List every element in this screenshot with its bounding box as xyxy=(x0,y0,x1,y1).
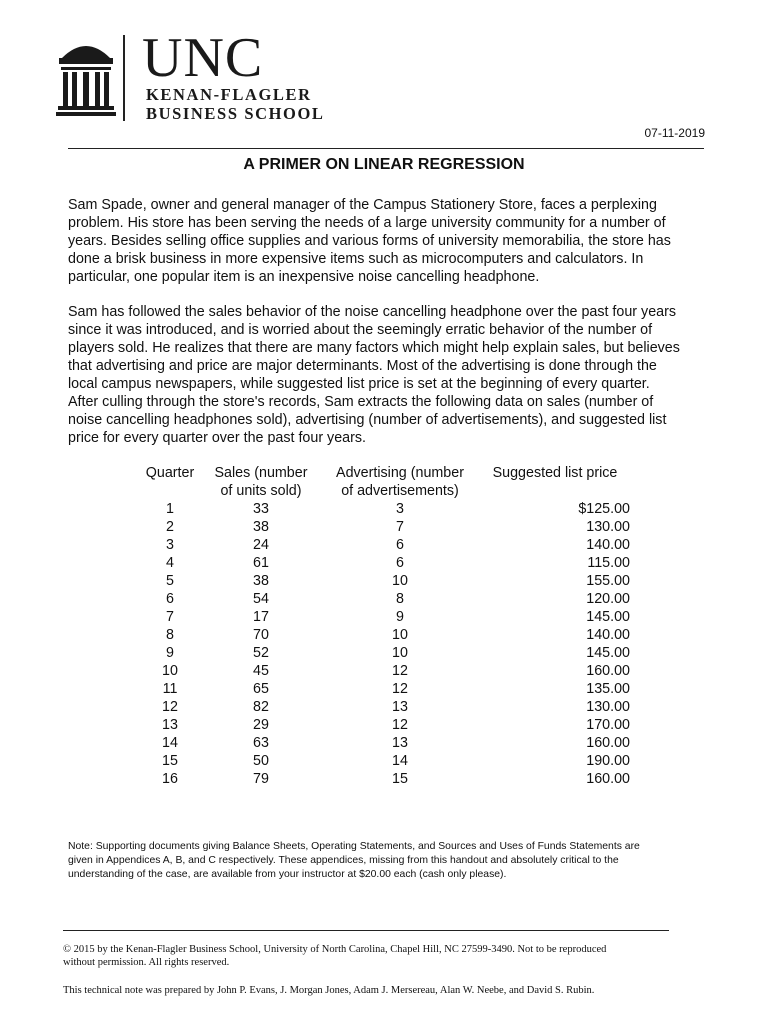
cell-sales: 33 xyxy=(253,501,269,517)
table-row xyxy=(138,662,630,680)
cell-price: 145.00 xyxy=(586,645,630,661)
cell-price: $125.00 xyxy=(578,501,630,517)
cell-advertising: 13 xyxy=(392,699,408,715)
cell-advertising: 10 xyxy=(392,645,408,661)
paragraph-line: noise cancelling headphones sold), advertising (number of advertisements), and suggested list xyxy=(68,412,667,428)
table-row xyxy=(138,608,630,626)
cell-advertising: 9 xyxy=(396,609,404,625)
cell-sales: 38 xyxy=(253,573,269,589)
paragraph-line: players sold. He realizes that there are many factors which might help explain sales, but believes xyxy=(68,340,680,356)
cell-advertising: 6 xyxy=(396,555,404,571)
column-header-quarter: Quarter xyxy=(145,465,195,481)
cell-price: 190.00 xyxy=(586,753,630,769)
cell-sales: 52 xyxy=(253,645,269,661)
column-header-sales: Sales (number of units sold) xyxy=(214,465,308,499)
cell-advertising: 6 xyxy=(396,537,404,553)
copyright-notice xyxy=(63,943,703,969)
paragraph-line: price for every quarter over the past four years. xyxy=(68,430,366,446)
cell-sales: 70 xyxy=(253,627,269,643)
cell-price: 130.00 xyxy=(586,519,630,535)
paragraph-line: After culling through the store's records, Sam extracts the following data on sales (number of xyxy=(68,394,654,410)
table-row xyxy=(138,734,630,752)
old-well-icon xyxy=(56,32,116,127)
paragraph-line: since it was introduced, and is worried about the seemingly erratic behavior of the number of xyxy=(68,322,653,338)
cell-price: 160.00 xyxy=(586,735,630,751)
table-row xyxy=(138,572,630,590)
cell-price: 115.00 xyxy=(587,555,630,571)
copyright-line: © 2015 by the Kenan-Flagler Business School, University of North Carolina, Chapel Hill, NC 27599-3490. Not to be reproduced xyxy=(63,944,607,955)
note-line: given in Appendices A, B, and C respectively. These appendices, missing from this handout and absolutely critical to the xyxy=(68,855,619,866)
cell-sales: 54 xyxy=(253,591,269,607)
cell-sales: 82 xyxy=(253,699,269,715)
cell-sales: 45 xyxy=(253,663,269,679)
table-row xyxy=(138,716,630,734)
table-row xyxy=(138,644,630,662)
document-date: 07-11-2019 xyxy=(644,126,705,140)
cell-price: 140.00 xyxy=(586,627,630,643)
cell-quarter: 8 xyxy=(166,627,174,643)
table-row xyxy=(138,590,630,608)
cell-quarter: 13 xyxy=(162,717,178,733)
cell-quarter: 4 xyxy=(166,555,174,571)
paragraph-line: particular, one popular item is an inexpensive noise cancelling headphone. xyxy=(68,269,540,285)
cell-price: 140.00 xyxy=(586,537,630,553)
appendix-note xyxy=(68,840,702,882)
table-body xyxy=(138,500,630,788)
cell-price: 155.00 xyxy=(586,573,630,589)
cell-quarter: 14 xyxy=(162,735,178,751)
table-row xyxy=(138,698,630,716)
cell-sales: 29 xyxy=(253,717,269,733)
paragraph-line: done a brisk business in more expensive items such as microcomputers and calculators. In xyxy=(68,251,644,267)
table-row xyxy=(138,536,630,554)
cell-price: 135.00 xyxy=(586,681,630,697)
cell-price: 145.00 xyxy=(586,609,630,625)
cell-sales: 50 xyxy=(253,753,269,769)
cell-quarter: 2 xyxy=(166,519,174,535)
paragraph-2 xyxy=(68,303,702,447)
cell-advertising: 10 xyxy=(392,573,408,589)
cell-sales: 24 xyxy=(253,537,269,553)
cell-price: 160.00 xyxy=(586,771,630,787)
cell-advertising: 12 xyxy=(392,681,408,697)
cell-sales: 61 xyxy=(253,555,269,571)
prepared-by-note: This technical note was prepared by John P. Evans, J. Morgan Jones, Adam J. Mersereau, Alan W. Neebe, and David S. Rubin. xyxy=(63,985,595,996)
cell-quarter: 16 xyxy=(162,771,178,787)
cell-advertising: 15 xyxy=(392,771,408,787)
cell-advertising: 12 xyxy=(392,663,408,679)
cell-quarter: 7 xyxy=(166,609,174,625)
cell-quarter: 3 xyxy=(166,537,174,553)
cell-advertising: 14 xyxy=(392,753,408,769)
table-row xyxy=(138,626,630,644)
paragraph-line: local campus newspapers, while suggested list price is set at the beginning of every quarter. xyxy=(68,376,650,392)
cell-advertising: 13 xyxy=(392,735,408,751)
document-title: A PRIMER ON LINEAR REGRESSION xyxy=(243,156,525,173)
cell-price: 130.00 xyxy=(586,699,630,715)
sales-data-table xyxy=(138,464,630,788)
cell-sales: 38 xyxy=(253,519,269,535)
cell-advertising: 3 xyxy=(396,501,404,517)
paragraph-line: Sam Spade, owner and general manager of the Campus Stationery Store, faces a perplexing xyxy=(68,197,657,213)
logo-wordmark: UNC xyxy=(142,27,264,89)
cell-advertising: 12 xyxy=(392,717,408,733)
cell-quarter: 12 xyxy=(162,699,178,715)
cell-quarter: 5 xyxy=(166,573,174,589)
footer-rule xyxy=(63,930,669,931)
cell-sales: 63 xyxy=(253,735,269,751)
table-header-row xyxy=(138,464,630,500)
cell-quarter: 1 xyxy=(166,501,174,517)
paragraph-line: years. Besides selling office supplies and various forms of university memorabilia, the store has xyxy=(68,233,671,249)
logo-school-line-2: BUSINESS SCHOOL xyxy=(146,104,325,123)
table-row xyxy=(138,770,630,788)
cell-quarter: 9 xyxy=(166,645,174,661)
logo-divider xyxy=(123,35,125,121)
cell-quarter: 11 xyxy=(162,681,178,697)
copyright-line: without permission. All rights reserved. xyxy=(63,957,230,968)
logo-school-line-1: KENAN-FLAGLER xyxy=(146,85,312,104)
column-header-advertising: Advertising (number of advertisements) xyxy=(336,465,464,499)
cell-sales: 17 xyxy=(253,609,269,625)
cell-advertising: 10 xyxy=(392,627,408,643)
table-row xyxy=(138,554,630,572)
note-line: understanding of the case, are available from your instructor at $20.00 each (cash only please). xyxy=(68,869,507,880)
header-rule xyxy=(68,148,704,149)
cell-sales: 79 xyxy=(253,771,269,787)
table-row xyxy=(138,680,630,698)
cell-price: 170.00 xyxy=(586,717,630,733)
cell-sales: 65 xyxy=(253,681,269,697)
cell-price: 120.00 xyxy=(586,591,630,607)
cell-advertising: 7 xyxy=(396,519,404,535)
cell-quarter: 10 xyxy=(162,663,178,679)
paragraph-line: problem. His store has been serving the needs of a large university community for a number of xyxy=(68,215,666,231)
cell-price: 160.00 xyxy=(586,663,630,679)
table-row xyxy=(138,518,630,536)
column-header-price: Suggested list price xyxy=(492,465,618,481)
paragraph-line: that advertising and price are major determinants. Most of the advertising is done through the xyxy=(68,358,657,374)
cell-quarter: 6 xyxy=(166,591,174,607)
unc-kenan-flagler-logo xyxy=(56,27,346,127)
note-line: Note: Supporting documents giving Balance Sheets, Operating Statements, and Sources and Uses of Funds Statements are xyxy=(68,841,640,852)
table-row xyxy=(138,752,630,770)
cell-quarter: 15 xyxy=(162,753,178,769)
paragraph-line: Sam has followed the sales behavior of the noise cancelling headphone over the past four years xyxy=(68,304,677,320)
table-row xyxy=(138,500,630,518)
cell-advertising: 8 xyxy=(396,591,404,607)
paragraph-1 xyxy=(68,196,702,286)
